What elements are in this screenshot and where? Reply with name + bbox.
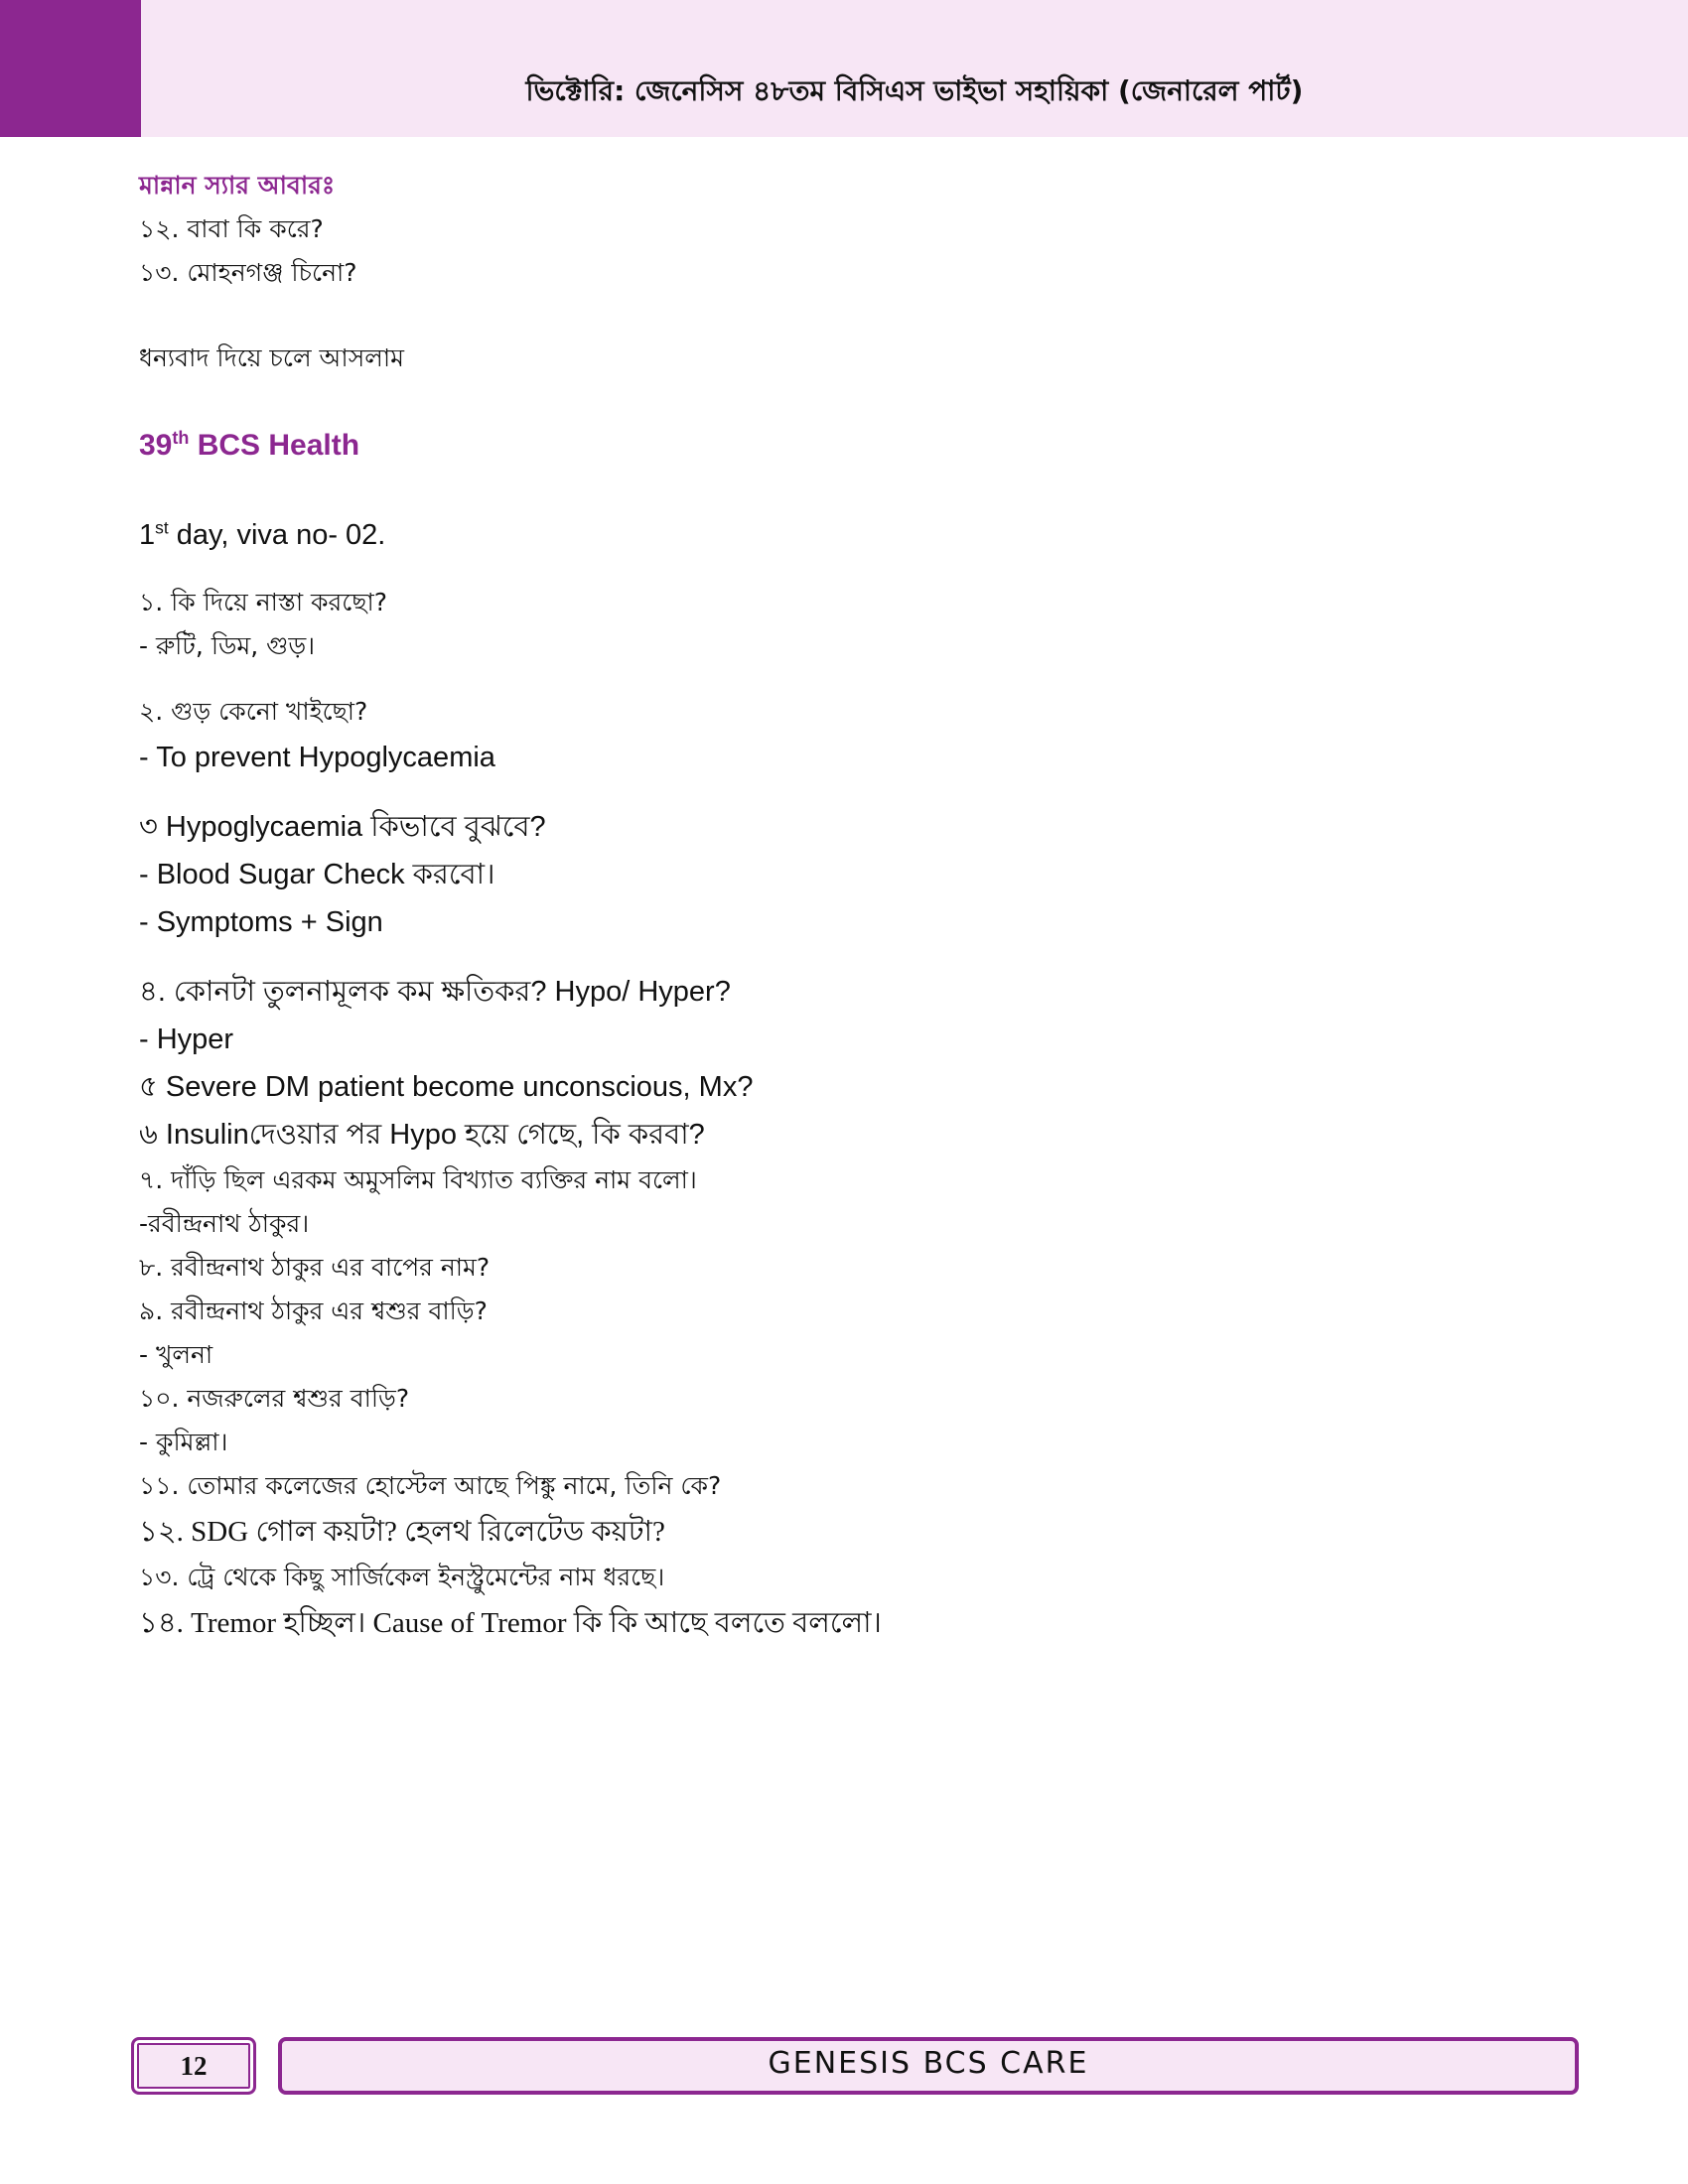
day-viva-line bbox=[139, 511, 1549, 559]
question-11: ১১. তোমার কলেজের হোস্টেল আছে পিঙ্কু নামে, তিনি কে? bbox=[139, 1471, 722, 1500]
answer-1: - রুটি, ডিম, গুড়। bbox=[139, 631, 316, 660]
answer-7: -রবীন্দ্রনাথ ঠাকুর। bbox=[139, 1209, 310, 1238]
section-heading bbox=[139, 422, 1549, 470]
question-10: ১০. নজরুলের শ্বশুর বাড়ি? bbox=[139, 1384, 410, 1413]
page-number-box: 12 bbox=[131, 2037, 256, 2095]
mannan-heading: মান্নান স্যার আবারঃ bbox=[139, 171, 336, 200]
day-suffix: st bbox=[155, 517, 169, 538]
question-12-father: ১২. বাবা কি করে? bbox=[139, 214, 324, 243]
answer-3-blood-sugar: - Blood Sugar Check করবো। bbox=[139, 859, 495, 890]
question-9: ৯. রবীন্দ্রনাথ ঠাকুর এর শ্বশুর বাড়ি? bbox=[139, 1297, 488, 1325]
question-7: ৭. দাঁড়ি ছিল এরকম অমুসলিম বিখ্যাত ব্যক্তির নাম বলো। bbox=[139, 1165, 697, 1194]
section-suffix: th bbox=[172, 428, 190, 448]
answer-2: - To prevent Hypoglycaemia bbox=[139, 742, 495, 773]
footer-brand-bar: GENESIS BCS CARE bbox=[278, 2037, 1579, 2095]
day-rest: day, viva no- 02. bbox=[168, 519, 386, 551]
answer-10: - কুমিল্লা। bbox=[139, 1428, 228, 1456]
question-12-sdg: ১২. SDG গোল কয়টা? হেলথ রিলেটেড কয়টা? bbox=[139, 1516, 665, 1548]
page-header-title: ভিক্টোরি: জেনেসিস ৪৮তম বিসিএস ভাইভা সহায়িকা (জেনারেল পার্ট) bbox=[525, 74, 1304, 107]
question-14-tremor: ১৪. Tremor হচ্ছিল। Cause of Tremor কি কি আছে বলতে বললো। bbox=[139, 1607, 882, 1639]
section-title: BCS Health bbox=[189, 429, 360, 462]
page-content bbox=[139, 164, 1549, 1647]
question-2: ২. গুড় কেনো খাইছো? bbox=[139, 697, 368, 726]
question-6: ৬ Insulinদেওয়ার পর Hypo হয়ে গেছে, কি করবা? bbox=[139, 1119, 705, 1151]
answer-3-symptoms: - Symptoms + Sign bbox=[139, 906, 383, 938]
question-13-mohonganj: ১৩. মোহনগঞ্জ চিনো? bbox=[139, 258, 357, 287]
section-number: 39 bbox=[139, 429, 173, 462]
question-5: ৫ Severe DM patient become unconscious, Mx? bbox=[139, 1071, 754, 1103]
question-1: ১. কি দিয়ে নাস্তা করছো? bbox=[139, 588, 388, 616]
day-number: 1 bbox=[139, 519, 156, 551]
header-band bbox=[0, 0, 1688, 137]
answer-9: - খুলনা bbox=[139, 1340, 213, 1369]
question-4: ৪. কোনটা তুলনামূলক কম ক্ষতিকর? Hypo/ Hyper? bbox=[139, 976, 731, 1008]
answer-4: - Hyper bbox=[139, 1024, 234, 1055]
thanks-line: ধন্যবাদ দিয়ে চলে আসলাম bbox=[139, 343, 404, 372]
question-13-instruments: ১৩. ট্রে থেকে কিছু সার্জিকেল ইনস্ট্রুমেন্টের নাম ধরছে। bbox=[139, 1563, 665, 1591]
question-3: ৩ Hypoglycaemia কিভাবে বুঝবে? bbox=[139, 811, 546, 843]
question-8: ৮. রবীন্দ্রনাথ ঠাকুর এর বাপের নাম? bbox=[139, 1253, 491, 1282]
header-accent-block bbox=[0, 0, 141, 137]
